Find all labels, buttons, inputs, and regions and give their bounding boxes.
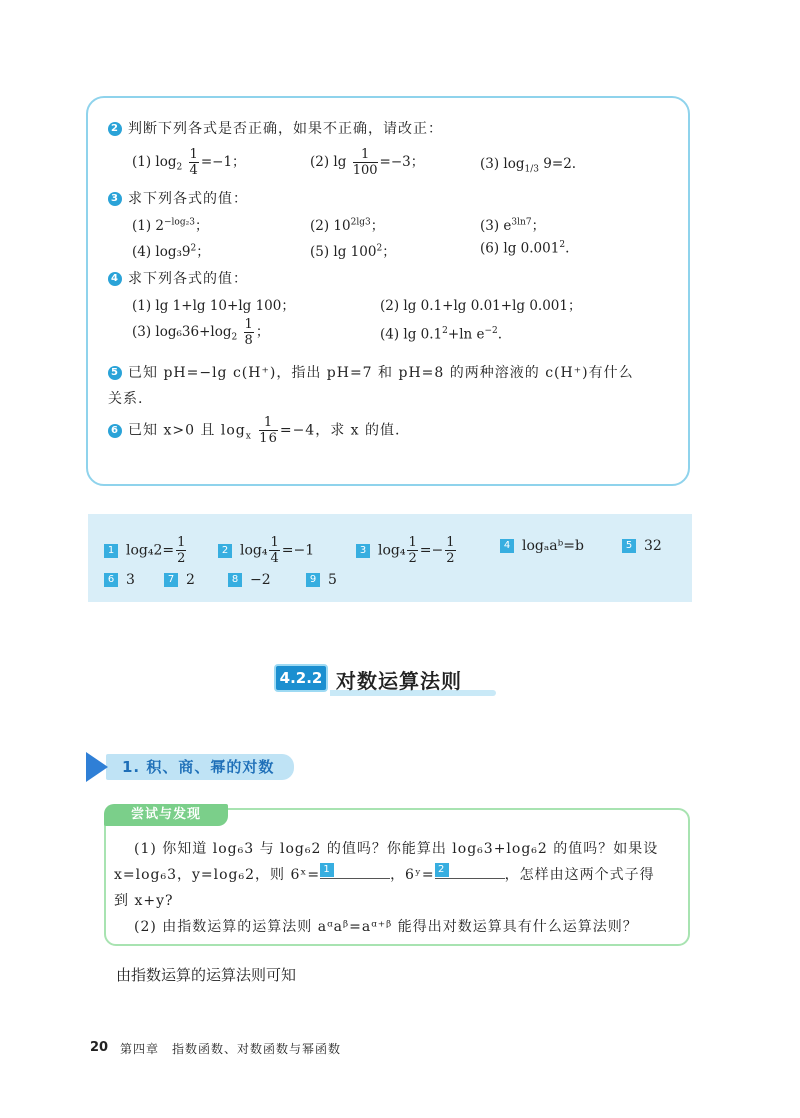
blank-1-tag: 1 xyxy=(320,863,334,877)
exercise-3-item-6: (6) lg 0.001$^2$. xyxy=(480,240,570,257)
exercise-3-number: 3 xyxy=(108,192,122,206)
answer-9-tag: 9 xyxy=(306,573,320,587)
chapter-title: 第四章 指数函数、对数函数与幂函数 xyxy=(120,1042,342,1056)
exercise-2-item-3: (3) $\log_{1/3} 9=2$. xyxy=(480,156,577,175)
exercise-6: 6 已知 x>0 且 $\log_x$ $\frac{1}{16}$ =−4，求 x 的值. xyxy=(108,416,400,445)
exercise-3-item-2: (2) $10^{2lg3}$； xyxy=(310,217,385,234)
section-title: 对数运算法则 xyxy=(336,669,462,693)
body-text: 由指数运算的运算法则可知 xyxy=(116,966,297,984)
answer-5-tag: 5 xyxy=(622,539,636,553)
try-p1-line-2: x=log₆3，y=log₆2，则 6ˣ= 1 ，6ʸ= 2 ，怎样由这两个式子得 xyxy=(114,864,655,883)
exercise-5-line-1: 5 已知 pH=−lg c(H⁺)，指出 pH=7 和 pH=8 的两种溶液的 c(H⁺)有什么 xyxy=(108,362,634,382)
exercise-5-number: 5 xyxy=(108,366,122,380)
section-heading xyxy=(274,660,504,698)
exercise-2-item-1: (1) $\log_2$ $\frac{1}{4}$ =−1； xyxy=(132,147,246,178)
exercise-4-item-4: (4) $\lg 0.1^2+\ln$ $e^{-2}$. xyxy=(380,326,503,343)
answer-8: 8 −2 xyxy=(228,572,271,588)
exercise-3-item-5: (5) $\lg 100^2$； xyxy=(310,243,396,260)
exercise-2-number: 2 xyxy=(108,122,122,136)
exercise-4-stem: 4 求下列各式的值： xyxy=(108,268,248,288)
answer-8-tag: 8 xyxy=(228,573,242,587)
answer-1: 1 log₄2= $\frac{1}{2}$ xyxy=(104,536,188,565)
answer-4: 4 logₐaᵇ=b xyxy=(500,538,584,554)
exercise-2-item-2: (2) lg $\frac{1}{100}$ =−3； xyxy=(310,147,425,178)
answer-1-tag: 1 xyxy=(104,544,118,558)
answer-2: 2 log₄ $\frac{1}{4}$ =−1 xyxy=(218,536,314,565)
subsection-title: 1. 积、商、幂的对数 xyxy=(106,754,294,780)
page-number: 20 xyxy=(90,1040,109,1055)
exercise-4-item-2: (2) lg 0.1+lg 0.01+lg 0.001； xyxy=(380,298,582,314)
subsection-banner xyxy=(86,752,296,782)
answer-4-tag: 4 xyxy=(500,539,514,553)
exercise-4-number: 4 xyxy=(108,272,122,286)
blank-2-tag: 2 xyxy=(435,863,449,877)
answer-3-tag: 3 xyxy=(356,544,370,558)
exercise-2-stem: 2 判断下列各式是否正确，如果不正确，请改正： xyxy=(108,118,443,138)
exercise-3-stem: 3 求下列各式的值： xyxy=(108,188,248,208)
exercise-3-item-3: (3) $e^{3ln7}$； xyxy=(480,217,546,234)
answer-2-tag: 2 xyxy=(218,544,232,558)
answer-7-tag: 7 xyxy=(164,573,178,587)
section-number: 4.2.2 xyxy=(274,664,328,692)
blank-1[interactable] xyxy=(320,864,390,879)
banner-arrow-icon xyxy=(86,752,108,782)
answer-6: 6 3 xyxy=(104,572,135,588)
exercise-4-item-1: (1) lg 1+lg 10+lg 100； xyxy=(132,298,295,314)
exercise-3-item-1: (1) $2^{-log_23}$； xyxy=(132,217,209,234)
exercise-6-number: 6 xyxy=(108,424,122,438)
try-p2: (2) 由指数运算的运算法则 aᵅaᵝ=aᵅ⁺ᵝ 能得出对数运算具有什么运算法则？ xyxy=(134,919,638,935)
try-discover-tag: 尝试与发现 xyxy=(104,804,228,826)
try-p1-line-1: (1) 你知道 log₆3 与 log₆2 的值吗？你能算出 log₆3+log₆2 的值吗？如果设 xyxy=(134,841,659,857)
answer-5: 5 32 xyxy=(622,538,662,554)
answer-3: 3 log₄ $\frac{1}{2}$ =− $\frac{1}{2}$ xyxy=(356,536,458,565)
try-p1-line-3: 到 x+y? xyxy=(114,893,174,909)
exercise-3-item-4: (4) $\log_39^2$； xyxy=(132,243,210,260)
exercise-4-item-3: (3) $\log_636+\log_2$ $\frac{1}{8}$ ； xyxy=(132,317,270,348)
exercise-5-line-2: 关系. xyxy=(108,391,144,407)
blank-2[interactable] xyxy=(435,864,505,879)
answer-9: 9 5 xyxy=(306,572,337,588)
answer-6-tag: 6 xyxy=(104,573,118,587)
answer-7: 7 2 xyxy=(164,572,195,588)
